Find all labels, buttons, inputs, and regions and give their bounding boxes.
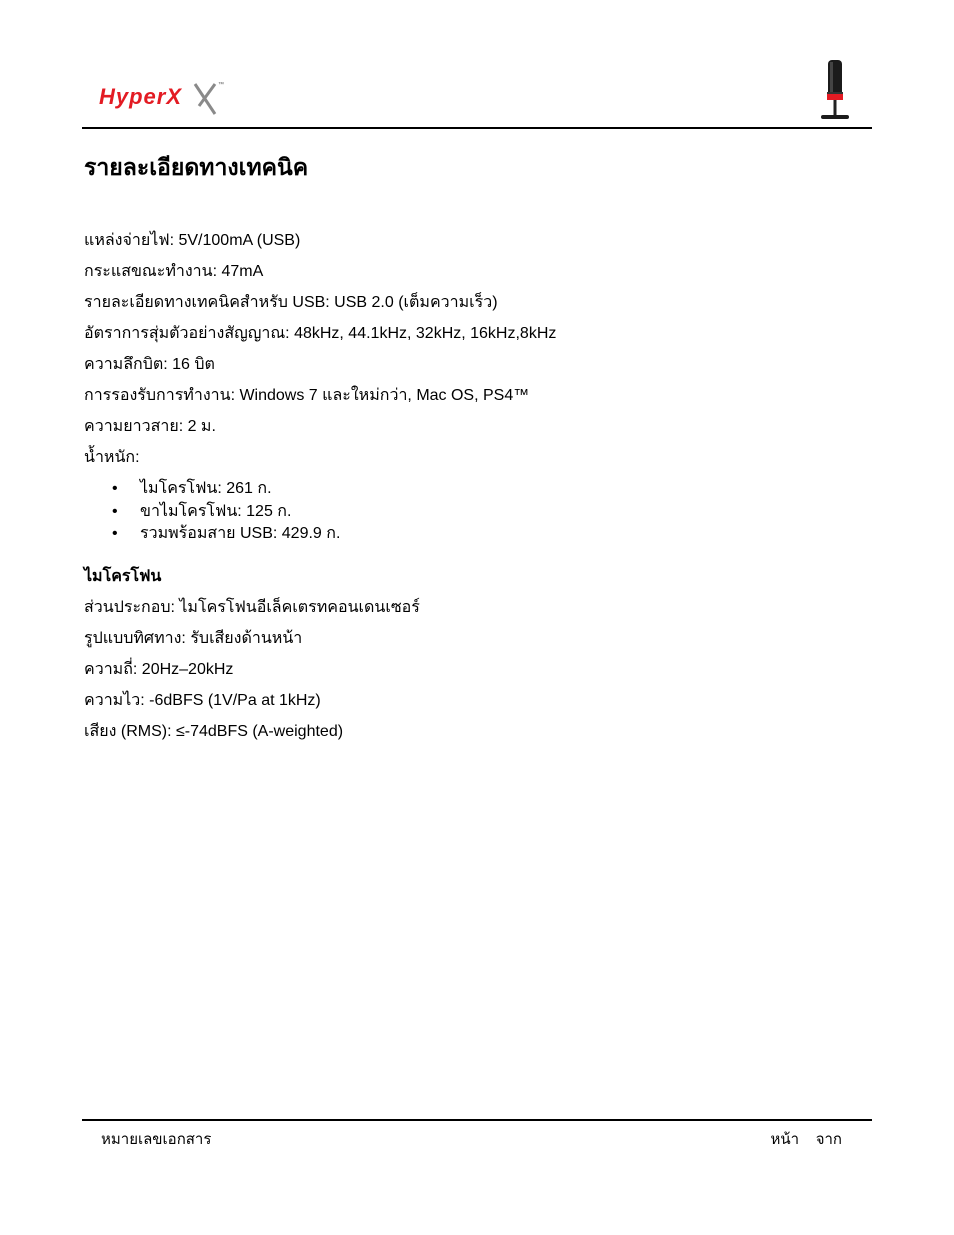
hyperx-logo xyxy=(97,76,232,118)
spec-cable-length: ความยาวสาย: 2 ม. xyxy=(84,418,216,435)
microphone-icon xyxy=(818,58,852,122)
microphone-heading: ไมโครโฟน xyxy=(84,567,162,585)
bullet-icon: • xyxy=(112,480,118,497)
spec-polar-pattern: รูปแบบทิศทาง: รับเสียงด้านหน้า xyxy=(84,629,303,647)
footer-divider xyxy=(82,1119,872,1121)
spec-bit-depth: ความลึกบิต: 16 บิต xyxy=(84,356,215,373)
list-item: • ขาไมโครโฟน: 125 ก. xyxy=(112,502,292,520)
spec-compatibility: การรองรับการทำงาน: Windows 7 และใหม่กว่า, Mac OS, PS4™ xyxy=(84,387,530,404)
page-title: รายละเอียดทางเทคนิค xyxy=(84,155,309,181)
spec-noise: เสียง (RMS): ≤-74dBFS (A-weighted) xyxy=(84,722,344,740)
spec-usb: รายละเอียดทางเทคนิคสำหรับ USB: USB 2.0 (เต็มความเร็ว) xyxy=(84,294,498,311)
spec-power: แหล่งจ่ายไฟ: 5V/100mA (USB) xyxy=(84,232,301,249)
spec-element: ส่วนประกอบ: ไมโครโฟนอีเล็คเตรทคอนเดนเซอร์ xyxy=(84,598,420,616)
header-divider xyxy=(82,127,872,129)
spec-sample-rate: อัตราการสุ่มตัวอย่างสัญญาณ: 48kHz, 44.1kHz, 32kHz, 16kHz,8kHz xyxy=(84,325,557,342)
spec-weight-label: น้ำหนัก: xyxy=(84,449,140,466)
bullet-icon: • xyxy=(112,525,118,542)
spec-sensitivity: ความไว: -6dBFS (1V/Pa at 1kHz) xyxy=(84,691,321,709)
spec-current: กระแสขณะทำงาน: 47mA xyxy=(84,263,264,280)
page-header xyxy=(82,52,872,128)
bullet-icon: • xyxy=(112,502,118,520)
svg-text:HyperX: HyperX xyxy=(99,84,183,109)
list-item: • ไมโครโฟน: 261 ก. xyxy=(112,480,272,497)
svg-text:™: ™ xyxy=(218,82,224,88)
specifications xyxy=(84,231,864,753)
spec-frequency: ความถี่: 20Hz–20kHz xyxy=(84,660,234,678)
list-item: • รวมพร้อมสาย USB: 429.9 ก. xyxy=(112,525,341,542)
footer-doc-number: หมายเลขเอกสาร xyxy=(101,1131,212,1148)
weight-list xyxy=(84,479,864,547)
footer-page-number: หน้า จาก xyxy=(770,1131,842,1148)
